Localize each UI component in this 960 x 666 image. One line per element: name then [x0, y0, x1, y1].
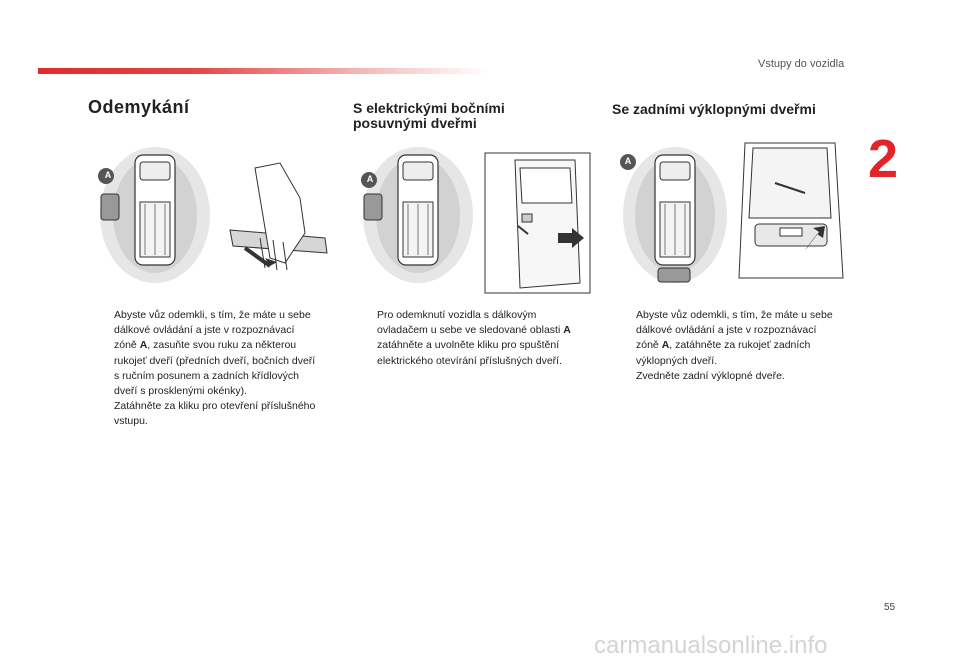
- text-line: dveří s prosklenými okénky).: [114, 385, 248, 398]
- column-1-instructions: [92, 308, 352, 430]
- column-title-sliding-doors: [353, 101, 553, 131]
- text-line: elektrického otevírání příslušných dveří.: [377, 354, 563, 367]
- text-line: , zasuňte svou ruku za některou: [147, 339, 297, 352]
- list-item: [614, 308, 859, 369]
- watermark: carmanualsonline.info: [594, 632, 828, 659]
- text-line: vstupu.: [114, 415, 148, 428]
- column-title-unlocking: Odemykání: [88, 97, 190, 117]
- text-line: s ručním posunem a zadních křídlových: [114, 369, 300, 382]
- text-line: Abyste vůz odemkli, s tím, že máte u sebe: [114, 309, 311, 321]
- title-line: posuvnými dveřmi: [353, 115, 477, 131]
- text-line: rukojeť dveří (předních dveří, bočních dveří: [114, 354, 316, 367]
- header-accent-bar: [38, 68, 488, 74]
- keyless-zone-illustration-2: [358, 140, 478, 290]
- title-line: S elektrickými bočními: [353, 100, 505, 116]
- keyless-zone-illustration-1: [95, 140, 215, 290]
- text-line: Zvedněte zadní výklopné dveře.: [636, 369, 785, 382]
- text-line: zóně: [636, 339, 662, 352]
- keyless-zone-illustration-3: [620, 140, 730, 290]
- text-line: zatáhněte a uvolněte kliku pro spuštění: [377, 339, 560, 352]
- list-item: [92, 308, 352, 399]
- list-item: [92, 399, 352, 429]
- text-line: Pro odemknutí vozidla s dálkovým: [377, 309, 537, 321]
- text-line: ovladačem u sebe ve sledované oblasti: [377, 324, 564, 337]
- text-line: zóně: [114, 339, 140, 352]
- text-line: dálkové ovládání a jste v rozpoznávací: [114, 324, 295, 337]
- page-number: 55: [884, 602, 896, 613]
- rear-tailgate-illustration: [735, 138, 847, 288]
- text-line: Abyste vůz odemkli, s tím, že máte u sebe: [636, 309, 833, 321]
- text-line: Zatáhněte za kliku pro otevření příslušného: [114, 400, 316, 413]
- zone-reference: A: [661, 339, 670, 352]
- zone-reference: A: [139, 339, 148, 352]
- zone-reference: A: [563, 324, 571, 337]
- callout-a-label-3: A: [624, 156, 632, 166]
- callout-a-label-2: A: [366, 174, 374, 184]
- section-title: Vstupy do vozidla: [758, 58, 845, 70]
- list-item: [614, 369, 859, 384]
- text-line: , zatáhněte za rukojeť zadních: [669, 339, 811, 352]
- list-item: [355, 308, 600, 369]
- text-line: výklopných dveří.: [636, 354, 718, 367]
- column-title-tailgate: Se zadními výklopnými dveřmi: [612, 101, 816, 117]
- hand-on-door-handle-illustration: [225, 158, 335, 278]
- column-3-instructions: [614, 308, 859, 384]
- callout-a-label-1: A: [104, 170, 112, 180]
- text-line: dálkové ovládání a jste v rozpoznávací: [636, 324, 817, 337]
- sliding-side-door-illustration: [480, 148, 592, 296]
- chapter-number: 2: [868, 129, 899, 189]
- column-2-instructions: [355, 308, 600, 369]
